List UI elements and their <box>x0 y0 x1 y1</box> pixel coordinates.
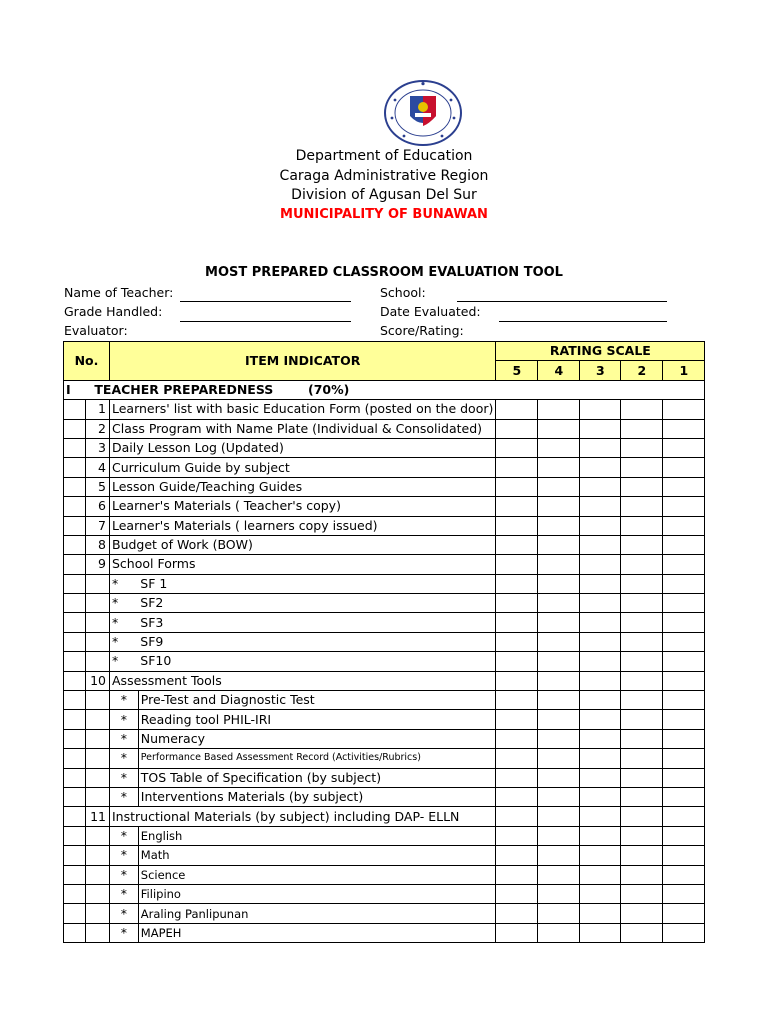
rating-cell-3[interactable] <box>580 516 621 535</box>
page-title: MOST PREPARED CLASSROOM EVALUATION TOOL <box>205 265 563 280</box>
rating-cell-4[interactable] <box>538 594 580 613</box>
bullet-star: * <box>110 904 139 923</box>
bullet-star: * <box>110 826 139 845</box>
score-rating-label: Score/Rating: <box>380 323 464 338</box>
evaluation-table <box>63 341 705 943</box>
rating-cell-4[interactable] <box>538 516 580 535</box>
rating-cell-3[interactable] <box>580 632 621 651</box>
item-indicator-header: ITEM INDICATOR <box>110 342 496 381</box>
bullet-star: * <box>110 768 139 787</box>
rating-cell-2[interactable] <box>621 497 663 516</box>
rating-cell-5[interactable] <box>496 555 538 574</box>
table-row <box>64 400 705 419</box>
table-row <box>64 923 705 942</box>
table-row <box>64 787 705 806</box>
sub-item-text: MAPEH <box>138 923 496 942</box>
scale-3: 3 <box>580 361 621 380</box>
item-text: Daily Lesson Log (Updated) <box>110 438 496 457</box>
rating-cell-5[interactable] <box>496 438 538 457</box>
bullet-star: * <box>110 613 139 632</box>
item-number: 3 <box>86 438 110 457</box>
item-number: 10 <box>86 671 110 690</box>
rating-cell-3[interactable] <box>580 749 621 768</box>
rating-cell-5[interactable] <box>496 594 538 613</box>
rating-cell-3[interactable] <box>580 497 621 516</box>
bullet-star: * <box>110 865 139 884</box>
rating-cell-1[interactable] <box>663 555 705 574</box>
rating-cell-4[interactable] <box>538 904 580 923</box>
rating-cell-2[interactable] <box>621 923 663 942</box>
rating-cell-3[interactable] <box>580 768 621 787</box>
sub-item-text: SF9 <box>138 632 496 651</box>
rating-cell-4[interactable] <box>538 535 580 554</box>
rating-cell-2[interactable] <box>621 400 663 419</box>
rating-cell-1[interactable] <box>663 787 705 806</box>
rating-cell-2[interactable] <box>621 535 663 554</box>
rating-cell-3[interactable] <box>580 787 621 806</box>
date-evaluated-label: Date Evaluated: <box>380 304 481 319</box>
table-row <box>64 419 705 438</box>
rating-cell-4[interactable] <box>538 400 580 419</box>
rating-cell-3[interactable] <box>580 419 621 438</box>
rating-cell-1[interactable] <box>663 477 705 496</box>
rating-cell-2[interactable] <box>621 516 663 535</box>
rating-cell-5[interactable] <box>496 923 538 942</box>
item-number: 11 <box>86 807 110 826</box>
table-row <box>64 632 705 651</box>
item-text: Learner's Materials ( learners copy issued) <box>110 516 496 535</box>
rating-cell-2[interactable] <box>621 419 663 438</box>
rating-cell-3[interactable] <box>580 535 621 554</box>
rating-cell-5[interactable] <box>496 497 538 516</box>
sub-item-text: TOS Table of Specification (by subject) <box>138 768 496 787</box>
rating-cell-4[interactable] <box>538 458 580 477</box>
school-field[interactable] <box>457 301 667 302</box>
rating-cell-4[interactable] <box>538 710 580 729</box>
rating-cell-1[interactable] <box>663 807 705 826</box>
no-header: No. <box>64 342 110 381</box>
rating-cell-3[interactable] <box>580 729 621 748</box>
rating-cell-2[interactable] <box>621 787 663 806</box>
rating-cell-2[interactable] <box>621 846 663 865</box>
table-row <box>64 671 705 690</box>
sub-item-text: Performance Based Assessment Record (Activities/Rubrics) <box>138 749 496 768</box>
rating-cell-4[interactable] <box>538 807 580 826</box>
date-evaluated-field[interactable] <box>499 321 667 322</box>
rating-cell-4[interactable] <box>538 691 580 710</box>
header-region: Caraga Administrative Region <box>279 168 489 184</box>
table-row <box>64 497 705 516</box>
rating-cell-3[interactable] <box>580 865 621 884</box>
rating-cell-5[interactable] <box>496 729 538 748</box>
section-label: TEACHER PREPAREDNESS <box>94 381 274 397</box>
name-of-teacher-label: Name of Teacher: <box>64 285 174 300</box>
bullet-star: * <box>110 729 139 748</box>
rating-cell-2[interactable] <box>621 710 663 729</box>
rating-cell-2[interactable] <box>621 477 663 496</box>
rating-cell-2[interactable] <box>621 652 663 671</box>
rating-cell-1[interactable] <box>663 516 705 535</box>
rating-cell-5[interactable] <box>496 787 538 806</box>
item-number: 7 <box>86 516 110 535</box>
item-text: Curriculum Guide by subject <box>110 458 496 477</box>
rating-cell-1[interactable] <box>663 884 705 903</box>
table-row <box>64 710 705 729</box>
rating-cell-5[interactable] <box>496 671 538 690</box>
rating-cell-5[interactable] <box>496 477 538 496</box>
bullet-star: * <box>110 710 139 729</box>
scale-5: 5 <box>496 361 538 380</box>
table-row <box>64 884 705 903</box>
item-number: 4 <box>86 458 110 477</box>
rating-cell-2[interactable] <box>621 826 663 845</box>
rating-cell-3[interactable] <box>580 555 621 574</box>
sub-item-text: Interventions Materials (by subject) <box>138 787 496 806</box>
table-row <box>64 477 705 496</box>
bullet-star: * <box>110 574 139 593</box>
rating-cell-2[interactable] <box>621 438 663 457</box>
item-number: 8 <box>86 535 110 554</box>
rating-cell-1[interactable] <box>663 923 705 942</box>
rating-cell-5[interactable] <box>496 691 538 710</box>
rating-cell-5[interactable] <box>496 516 538 535</box>
rating-cell-1[interactable] <box>663 710 705 729</box>
bullet-star: * <box>110 691 139 710</box>
rating-cell-2[interactable] <box>621 691 663 710</box>
rating-scale-header: RATING SCALE <box>496 342 705 361</box>
table-row <box>64 438 705 457</box>
scale-1: 1 <box>663 361 705 380</box>
bullet-star: * <box>110 749 139 768</box>
sub-item-text: Math <box>138 846 496 865</box>
table-row <box>64 807 705 826</box>
table-row <box>64 458 705 477</box>
rating-cell-3[interactable] <box>580 574 621 593</box>
rating-cell-1[interactable] <box>663 826 705 845</box>
rating-cell-1[interactable] <box>663 865 705 884</box>
bullet-star: * <box>110 923 139 942</box>
rating-cell-2[interactable] <box>621 574 663 593</box>
rating-cell-2[interactable] <box>621 749 663 768</box>
sub-item-text: Science <box>138 865 496 884</box>
header-department: Department of Education <box>295 148 473 164</box>
rating-cell-2[interactable] <box>621 458 663 477</box>
sub-item-text: SF3 <box>138 613 496 632</box>
rating-cell-4[interactable] <box>538 652 580 671</box>
rating-cell-2[interactable] <box>621 807 663 826</box>
item-text: Budget of Work (BOW) <box>110 535 496 554</box>
item-number: 1 <box>86 400 110 419</box>
table-row <box>64 768 705 787</box>
rating-cell-4[interactable] <box>538 826 580 845</box>
grade-handled-label: Grade Handled: <box>64 304 163 319</box>
rating-cell-2[interactable] <box>621 555 663 574</box>
rating-cell-3[interactable] <box>580 671 621 690</box>
rating-cell-5[interactable] <box>496 865 538 884</box>
rating-cell-1[interactable] <box>663 846 705 865</box>
sub-item-text: SF2 <box>138 594 496 613</box>
name-of-teacher-field[interactable] <box>180 301 351 302</box>
grade-handled-field[interactable] <box>180 321 351 322</box>
school-label: School: <box>380 285 426 300</box>
table-row <box>64 729 705 748</box>
rating-cell-5[interactable] <box>496 419 538 438</box>
rating-cell-3[interactable] <box>580 594 621 613</box>
section-weight: (70%) <box>307 381 350 397</box>
table-row <box>64 555 705 574</box>
rating-cell-5[interactable] <box>496 632 538 651</box>
table-header-row <box>64 342 705 361</box>
scale-4: 4 <box>538 361 580 380</box>
rating-cell-5[interactable] <box>496 826 538 845</box>
bullet-star: * <box>110 594 139 613</box>
rating-cell-3[interactable] <box>580 846 621 865</box>
rating-cell-4[interactable] <box>538 923 580 942</box>
scale-2: 2 <box>621 361 663 380</box>
rating-cell-5[interactable] <box>496 807 538 826</box>
rating-cell-5[interactable] <box>496 535 538 554</box>
rating-cell-1[interactable] <box>663 458 705 477</box>
item-text: Instructional Materials (by subject) including DAP- ELLN <box>110 807 496 826</box>
rating-cell-4[interactable] <box>538 884 580 903</box>
table-row <box>64 691 705 710</box>
rating-cell-1[interactable] <box>663 904 705 923</box>
rating-cell-2[interactable] <box>621 865 663 884</box>
bullet-star: * <box>110 787 139 806</box>
bullet-star: * <box>110 632 139 651</box>
deped-seal-logo <box>384 80 462 146</box>
item-text: Learner's Materials ( Teacher's copy) <box>110 497 496 516</box>
rating-cell-2[interactable] <box>621 904 663 923</box>
rating-cell-3[interactable] <box>580 904 621 923</box>
item-text: Assessment Tools <box>110 671 496 690</box>
item-number: 6 <box>86 497 110 516</box>
rating-cell-3[interactable] <box>580 400 621 419</box>
item-number: 5 <box>86 477 110 496</box>
rating-cell-4[interactable] <box>538 613 580 632</box>
rating-cell-3[interactable] <box>580 923 621 942</box>
rating-cell-4[interactable] <box>538 787 580 806</box>
rating-cell-4[interactable] <box>538 555 580 574</box>
rating-cell-1[interactable] <box>663 400 705 419</box>
rating-cell-3[interactable] <box>580 826 621 845</box>
section-number: I <box>66 381 71 397</box>
rating-cell-3[interactable] <box>580 458 621 477</box>
table-row <box>64 865 705 884</box>
rating-cell-3[interactable] <box>580 438 621 457</box>
item-number: 9 <box>86 555 110 574</box>
rating-cell-3[interactable] <box>580 652 621 671</box>
header-division: Division of Agusan Del Sur <box>291 187 477 203</box>
rating-cell-1[interactable] <box>663 652 705 671</box>
sub-item-text: Numeracy <box>138 729 496 748</box>
header-municipality: MUNICIPALITY OF BUNAWAN <box>280 207 488 222</box>
table-row <box>64 574 705 593</box>
rating-cell-4[interactable] <box>538 749 580 768</box>
rating-cell-1[interactable] <box>663 497 705 516</box>
table-row <box>64 594 705 613</box>
rating-cell-2[interactable] <box>621 671 663 690</box>
rating-cell-3[interactable] <box>580 807 621 826</box>
bullet-star: * <box>110 652 139 671</box>
rating-cell-3[interactable] <box>580 710 621 729</box>
rating-cell-1[interactable] <box>663 691 705 710</box>
rating-cell-5[interactable] <box>496 846 538 865</box>
table-row <box>64 826 705 845</box>
section-row <box>64 380 705 399</box>
table-row <box>64 904 705 923</box>
sub-item-text: SF10 <box>138 652 496 671</box>
rating-cell-4[interactable] <box>538 497 580 516</box>
rating-cell-3[interactable] <box>580 691 621 710</box>
rating-cell-5[interactable] <box>496 749 538 768</box>
item-text: School Forms <box>110 555 496 574</box>
table-row <box>64 516 705 535</box>
sub-item-text: English <box>138 826 496 845</box>
item-text: Class Program with Name Plate (Individual & Consolidated) <box>110 419 496 438</box>
evaluator-label: Evaluator: <box>64 323 128 338</box>
rating-cell-5[interactable] <box>496 768 538 787</box>
rating-cell-5[interactable] <box>496 652 538 671</box>
rating-cell-5[interactable] <box>496 574 538 593</box>
table-row <box>64 652 705 671</box>
table-row <box>64 613 705 632</box>
rating-cell-4[interactable] <box>538 419 580 438</box>
rating-cell-3[interactable] <box>580 613 621 632</box>
rating-cell-1[interactable] <box>663 632 705 651</box>
rating-cell-2[interactable] <box>621 729 663 748</box>
rating-cell-1[interactable] <box>663 749 705 768</box>
rating-cell-2[interactable] <box>621 632 663 651</box>
rating-cell-5[interactable] <box>496 904 538 923</box>
rating-cell-1[interactable] <box>663 729 705 748</box>
rating-cell-1[interactable] <box>663 438 705 457</box>
table-row <box>64 749 705 768</box>
rating-cell-1[interactable] <box>663 768 705 787</box>
item-text: Learners' list with basic Education Form (posted on the door) <box>110 400 496 419</box>
rating-cell-5[interactable] <box>496 884 538 903</box>
rating-cell-2[interactable] <box>621 594 663 613</box>
table-row <box>64 846 705 865</box>
rating-cell-1[interactable] <box>663 535 705 554</box>
rating-cell-4[interactable] <box>538 438 580 457</box>
rating-cell-5[interactable] <box>496 458 538 477</box>
rating-cell-3[interactable] <box>580 477 621 496</box>
rating-cell-5[interactable] <box>496 710 538 729</box>
rating-cell-4[interactable] <box>538 865 580 884</box>
rating-cell-1[interactable] <box>663 419 705 438</box>
rating-cell-4[interactable] <box>538 846 580 865</box>
table-row <box>64 535 705 554</box>
bullet-star: * <box>110 846 139 865</box>
rating-cell-5[interactable] <box>496 613 538 632</box>
rating-cell-2[interactable] <box>621 884 663 903</box>
rating-cell-4[interactable] <box>538 671 580 690</box>
rating-cell-2[interactable] <box>621 613 663 632</box>
rating-cell-4[interactable] <box>538 729 580 748</box>
rating-cell-3[interactable] <box>580 884 621 903</box>
rating-cell-4[interactable] <box>538 632 580 651</box>
bullet-star: * <box>110 884 139 903</box>
rating-cell-4[interactable] <box>538 574 580 593</box>
rating-cell-1[interactable] <box>663 574 705 593</box>
rating-cell-1[interactable] <box>663 613 705 632</box>
sub-item-text: Pre-Test and Diagnostic Test <box>138 691 496 710</box>
rating-cell-4[interactable] <box>538 477 580 496</box>
rating-cell-4[interactable] <box>538 768 580 787</box>
sub-item-text: Filipino <box>138 884 496 903</box>
sub-item-text: Reading tool PHIL-IRI <box>138 710 496 729</box>
rating-cell-1[interactable] <box>663 671 705 690</box>
rating-cell-1[interactable] <box>663 594 705 613</box>
sub-item-text: Araling Panlipunan <box>138 904 496 923</box>
rating-cell-2[interactable] <box>621 768 663 787</box>
sub-item-text: SF 1 <box>138 574 496 593</box>
rating-cell-5[interactable] <box>496 400 538 419</box>
item-number: 2 <box>86 419 110 438</box>
item-text: Lesson Guide/Teaching Guides <box>110 477 496 496</box>
